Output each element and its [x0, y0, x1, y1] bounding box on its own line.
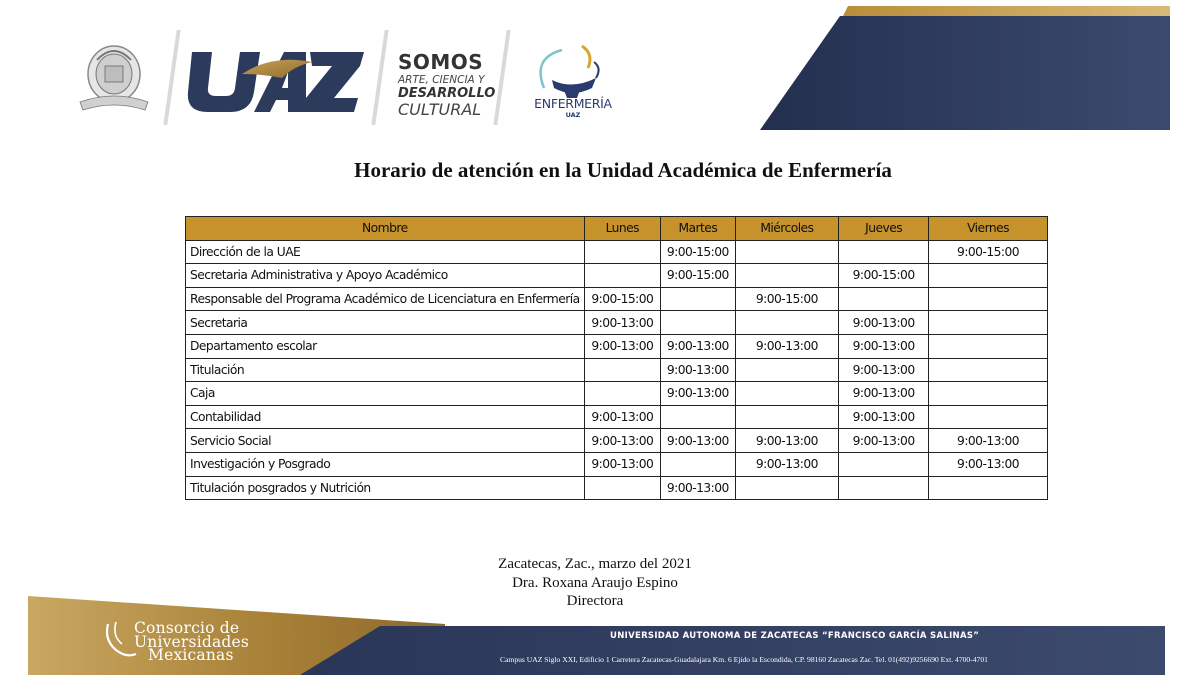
- logo-bar: [60, 30, 660, 130]
- table-cell: [929, 334, 1048, 358]
- table-cell: [735, 382, 839, 406]
- table-cell: 9:00-13:00: [929, 452, 1048, 476]
- table-cell-name: Servicio Social: [186, 429, 585, 453]
- table-row: [186, 476, 1048, 500]
- table-row: [186, 240, 1048, 264]
- column-header-miercoles: Miércoles: [735, 217, 839, 241]
- consorcio-line-2: Universidades: [134, 632, 250, 651]
- table-cell-name: Dirección de la UAE: [186, 240, 585, 264]
- nursing-logo-title: ENFERMERÍA: [534, 96, 612, 111]
- table-cell: 9:00-13:00: [584, 334, 660, 358]
- table-cell: 9:00-13:00: [839, 382, 929, 406]
- logo-divider: [371, 30, 388, 125]
- university-seal-logo: [75, 40, 153, 114]
- column-header-jueves: Jueves: [839, 217, 929, 241]
- table-cell-name: Titulación posgrados y Nutrición: [186, 476, 585, 500]
- table-cell: [584, 358, 660, 382]
- table-cell-name: Secretaria: [186, 311, 585, 335]
- table-cell: [661, 452, 736, 476]
- table-cell: [735, 311, 839, 335]
- somos-line-4: CULTURAL: [398, 100, 482, 119]
- table-cell: [929, 476, 1048, 500]
- table-cell: 9:00-13:00: [584, 452, 660, 476]
- table-cell: 9:00-13:00: [839, 311, 929, 335]
- table-cell: [839, 287, 929, 311]
- somos-line-2: ARTE, CIENCIA Y: [398, 74, 485, 86]
- table-row: [186, 311, 1048, 335]
- table-cell-name: Departamento escolar: [186, 334, 585, 358]
- column-header-lunes: Lunes: [584, 217, 660, 241]
- signature-name: Dra. Roxana Araujo Espino: [512, 574, 678, 591]
- table-row: [186, 287, 1048, 311]
- table-cell: 9:00-13:00: [839, 358, 929, 382]
- table-cell-name: Responsable del Programa Académico de Licenciatura en Enfermería: [186, 287, 585, 311]
- nursing-logo-subtitle: UAZ: [565, 111, 581, 119]
- table-cell: 9:00-13:00: [584, 429, 660, 453]
- table-cell: [735, 405, 839, 429]
- table-cell: [735, 264, 839, 288]
- table-cell: [839, 476, 929, 500]
- table-cell: [735, 358, 839, 382]
- table-cell: [929, 358, 1048, 382]
- somos-slogan: [398, 50, 498, 119]
- table-cell: [929, 405, 1048, 429]
- table-row: [186, 264, 1048, 288]
- table-cell: 9:00-15:00: [661, 240, 736, 264]
- table-cell: 9:00-13:00: [661, 476, 736, 500]
- column-header-viernes: Viernes: [929, 217, 1048, 241]
- table-cell: 9:00-15:00: [929, 240, 1048, 264]
- nursing-logo-text: [527, 96, 619, 119]
- signature-place-date: Zacatecas, Zac., marzo del 2021: [498, 556, 692, 572]
- table-cell: 9:00-13:00: [661, 382, 736, 406]
- table-row: [186, 405, 1048, 429]
- uaz-logo: [182, 44, 368, 114]
- table-row: [186, 334, 1048, 358]
- table-cell: 9:00-15:00: [584, 287, 660, 311]
- footer-address: Campus UAZ Siglo XXI, Edificio 1 Carretera Zacatecas-Guadalajara Km. 6 Ejido la Escondida, CP. 98160 Zacatecas Zac. Tel. 01(492)9256690 Ext. 4700-4701: [500, 655, 988, 664]
- table-cell-name: Contabilidad: [186, 405, 585, 429]
- table-cell: 9:00-13:00: [735, 429, 839, 453]
- table-header-row: [186, 217, 1048, 241]
- table-cell-name: Titulación: [186, 358, 585, 382]
- table-cell: [839, 452, 929, 476]
- table-cell: 9:00-13:00: [584, 311, 660, 335]
- table-cell: [661, 405, 736, 429]
- somos-line-1: SOMOS: [398, 50, 484, 74]
- table-cell: 9:00-15:00: [661, 264, 736, 288]
- table-cell: 9:00-13:00: [839, 429, 929, 453]
- table-cell: 9:00-13:00: [735, 452, 839, 476]
- table-cell: 9:00-13:00: [839, 405, 929, 429]
- table-cell: 9:00-13:00: [661, 429, 736, 453]
- table-cell: [661, 287, 736, 311]
- page-title: Horario de atención en la Unidad Académica de Enfermería: [354, 158, 892, 182]
- table-cell: [661, 311, 736, 335]
- schedule-table: [185, 216, 1048, 500]
- table-cell-name: Investigación y Posgrado: [186, 452, 585, 476]
- table-cell: [839, 240, 929, 264]
- column-header-nombre: Nombre: [186, 217, 585, 241]
- table-cell: 9:00-13:00: [584, 405, 660, 429]
- somos-line-3: DESARROLLO: [398, 86, 496, 101]
- signature-role: Directora: [566, 593, 624, 609]
- logo-divider: [163, 30, 180, 125]
- table-row: [186, 382, 1048, 406]
- table-cell: [735, 240, 839, 264]
- consorcio-emblem-icon: [102, 620, 138, 660]
- table-cell: [929, 382, 1048, 406]
- table-cell: [584, 240, 660, 264]
- table-row: [186, 452, 1048, 476]
- table-cell: 9:00-15:00: [839, 264, 929, 288]
- table-cell: [929, 287, 1048, 311]
- table-cell: [929, 264, 1048, 288]
- table-cell: 9:00-13:00: [929, 429, 1048, 453]
- table-cell: [929, 311, 1048, 335]
- column-header-martes: Martes: [661, 217, 736, 241]
- table-cell: [584, 476, 660, 500]
- table-cell: 9:00-13:00: [661, 334, 736, 358]
- table-cell: 9:00-13:00: [735, 334, 839, 358]
- consorcio-line-3: Mexicanas: [148, 646, 234, 664]
- footer-university-name: UNIVERSIDAD AUTONOMA DE ZACATECAS “FRANCISCO GARCÍA SALINAS”: [610, 631, 980, 641]
- table-cell: [584, 264, 660, 288]
- table-row: [186, 358, 1048, 382]
- table-cell: [735, 476, 839, 500]
- consorcio-logo: [110, 619, 310, 664]
- table-cell: 9:00-15:00: [735, 287, 839, 311]
- table-cell: [584, 382, 660, 406]
- table-cell-name: Caja: [186, 382, 585, 406]
- consorcio-line-1: Consorcio de: [134, 619, 240, 637]
- table-cell: 9:00-13:00: [661, 358, 736, 382]
- table-cell-name: Secretaria Administrativa y Apoyo Académico: [186, 264, 585, 288]
- table-cell: 9:00-13:00: [839, 334, 929, 358]
- table-row: [186, 429, 1048, 453]
